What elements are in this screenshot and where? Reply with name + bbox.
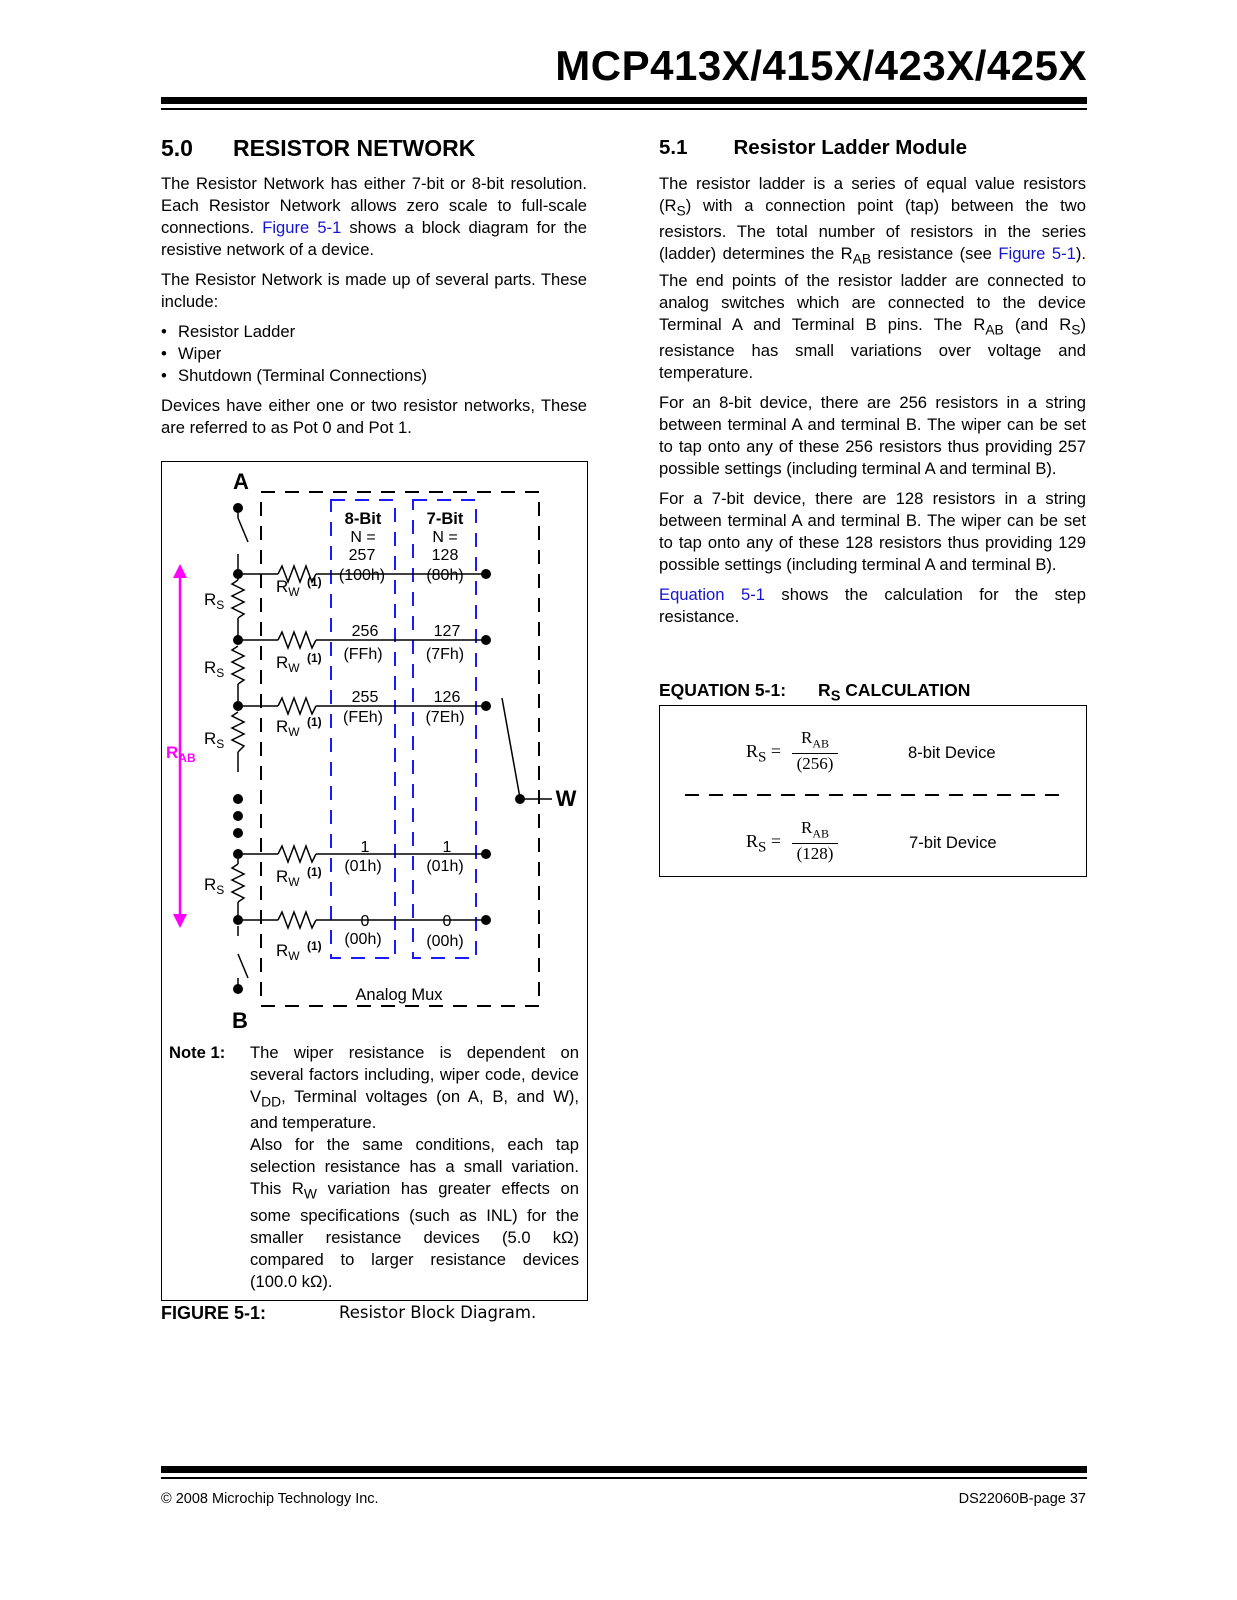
tap-n8: 255	[351, 689, 379, 706]
figure-caption	[161, 1303, 537, 1324]
note-text-part: variation has greater effects on some specifications (such as INL) for the smaller resistance devices (5.0 kΩ) compared to larger resistance devices (100.0 kΩ).	[250, 1179, 579, 1291]
list-item: • Wiper	[161, 343, 587, 365]
tap-n7: 127	[433, 623, 461, 640]
rab-label: $R_{AB}$	[166, 743, 196, 765]
footer-rule-thick	[161, 1466, 1087, 1473]
intro-text: The Resistor Network has either 7-bit or 8-bit resolution. Each Resistor Network allows zero scale to full-scale connections.	[161, 174, 587, 237]
svg-text:(1): (1)	[307, 715, 322, 729]
equation-7bit-fraction: $R_{AB}$ (128)	[792, 818, 838, 864]
tap-n7: 126	[433, 689, 461, 706]
list-item: • Resistor Ladder	[161, 321, 587, 343]
equation-divider	[660, 790, 1086, 800]
svg-text:(1): (1)	[307, 651, 322, 665]
terminal-b-node	[233, 984, 243, 994]
header-rule-thin	[161, 108, 1087, 110]
svg-text:(1): (1)	[307, 865, 322, 879]
note-text	[250, 1042, 579, 1293]
document-title: MCP413X/415X/423X/425X	[555, 42, 1087, 89]
equation-label: EQUATION 5-1:	[659, 680, 787, 700]
rs-resistor	[232, 646, 244, 684]
intro-text-cont: shows a block diagram for the resistive network of a device.	[161, 218, 587, 259]
col-7bit-header: 7-Bit	[426, 510, 464, 528]
subsection-title: Resistor Ladder Module	[733, 136, 968, 159]
tap-n8: 256	[351, 623, 379, 640]
tap-n7: 0	[442, 913, 452, 930]
tap-h7: (7Fh)	[425, 646, 465, 663]
footer-copyright: © 2008 Microchip Technology Inc.	[161, 1491, 379, 1507]
rw-label	[276, 939, 322, 963]
figure-box	[161, 461, 588, 1301]
tap-h8: (FFh)	[343, 646, 383, 663]
resistor-block-diagram	[162, 462, 587, 1042]
svg-text:RW: $R_W$	[276, 717, 300, 739]
tap-n7: 1	[442, 839, 452, 856]
note-subscript: W	[303, 1185, 317, 1202]
tap-h8: (00h)	[344, 931, 382, 948]
svg-text:RW: $R_W$	[276, 941, 300, 963]
rs-resistor	[232, 712, 244, 752]
terminal-b-label: B	[232, 1008, 248, 1033]
tap-n8: 257	[348, 547, 376, 564]
subsection-number: 5.1	[659, 136, 688, 159]
section-number: 5.0	[161, 135, 193, 161]
equation-7bit-lhs: $R_S$ =	[746, 831, 782, 856]
rs-resistor	[232, 580, 244, 618]
rs-label: $R_S$	[204, 590, 225, 612]
equation-8bit-desc: 8-bit Device	[908, 743, 996, 762]
eight-bit-paragraph: For an 8-bit device, there are 256 resistors in a string between terminal A and terminal B. The wiper can be set to tap onto any of these 256 resistors thus providing 257 possible settings (including terminal A and terminal B).	[659, 392, 1086, 478]
footer-rule-thin	[161, 1477, 1087, 1479]
rw-label	[276, 865, 322, 889]
ladder-paragraph: The resistor ladder is a series of equal value resistors $(R_S)$ with a connection point (tap) between the two resistors. The total number of resistors in the series (ladder) determines the $R_{AB}$ resistance (see Figure 5-1). The end points of the resistor ladder are connected to analog switches which are connected to the device Terminal A and Terminal B pins. The $R_{AB}$ (and $R_S$) resistance has small variations over voltage and temperature.	[659, 174, 1086, 382]
tap-h7: (00h)	[426, 933, 464, 950]
rs-label: $R_S$	[204, 875, 225, 897]
rs-resistor	[232, 864, 244, 902]
switch-b	[238, 954, 248, 978]
tap-n8: 0	[360, 913, 370, 930]
analog-mux-boundary	[261, 492, 539, 1006]
header-rule-thick	[161, 97, 1087, 104]
tap-h7: (7Eh)	[425, 709, 465, 726]
wiper-line	[502, 698, 520, 798]
equation-header	[659, 680, 970, 705]
right-column	[659, 137, 1086, 636]
terminal-w-label: W	[555, 786, 577, 811]
intro-paragraph	[161, 173, 587, 261]
footer-page-number: DS22060B-page 37	[958, 1491, 1086, 1507]
n-label: N =	[432, 529, 458, 546]
tap-h8: (FEh)	[343, 709, 383, 726]
note-text-part: The wiper resistance is dependent on several factors including, wiper code, device V	[250, 1043, 579, 1106]
rw-label	[276, 715, 322, 739]
n-label: N =	[350, 529, 376, 546]
equation-title: $R_S$ CALCULATION	[818, 680, 971, 705]
figure-title: Resistor Block Diagram.	[339, 1303, 537, 1322]
equation-box	[659, 705, 1087, 877]
section-heading	[161, 137, 587, 159]
equation-ref-paragraph: Equation 5-1 shows the calculation for the step resistance.	[659, 584, 1086, 626]
tap-n7: 128	[431, 547, 459, 564]
tap-h8: (100h)	[338, 567, 386, 584]
equation-7bit-desc: 7-bit Device	[909, 833, 997, 852]
svg-text:RW: $R_W$	[276, 577, 300, 599]
section-title: RESISTOR NETWORK	[232, 135, 476, 161]
equation-8bit-fraction: $R_{AB}$ (256)	[792, 728, 838, 774]
svg-text:RW: $R_W$	[276, 867, 300, 889]
subsection-heading	[659, 137, 1086, 159]
tap-h7: (80h)	[426, 567, 464, 584]
analog-mux-label: Analog Mux	[355, 986, 443, 1004]
rw-label	[276, 651, 322, 675]
rs-label: $R_S$	[204, 658, 225, 680]
equation-link[interactable]: Equation 5-1	[659, 584, 765, 604]
parts-list	[161, 321, 587, 387]
svg-text:(1): (1)	[307, 939, 322, 953]
list-item: • Shutdown (Terminal Connections)	[161, 365, 587, 387]
note-label: Note 1:	[169, 1043, 226, 1062]
figure-link[interactable]: Figure 5-1	[998, 244, 1076, 264]
figure-note	[169, 1042, 579, 1293]
svg-text:RW: $R_W$	[276, 653, 300, 675]
svg-text:(1): (1)	[307, 575, 322, 589]
tap-n8: 1	[360, 839, 370, 856]
tap-h8: (01h)	[344, 858, 382, 875]
rs-label: $R_S$	[204, 729, 225, 751]
switch-a	[238, 518, 248, 542]
col-8bit-header: 8-Bit	[344, 510, 382, 528]
seven-bit-paragraph: For a 7-bit device, there are 128 resistors in a string between terminal A and terminal B. The wiper can be set to tap onto any of these 128 resistors thus providing 129 possible settings (including terminal A and terminal B).	[659, 488, 1086, 574]
figure-link[interactable]: Figure 5-1	[262, 218, 342, 237]
terminal-a-label: A	[233, 469, 249, 494]
tap-h7: (01h)	[426, 858, 464, 875]
parts-paragraph: The Resistor Network is made up of several parts. These include:	[161, 270, 587, 311]
equation-8bit-lhs: $R_S$ =	[746, 741, 782, 766]
figure-number: FIGURE 5-1:	[161, 1303, 267, 1323]
note-text-part: , Terminal voltages (on A, B, and W), and temperature.	[250, 1087, 579, 1133]
left-column	[161, 137, 587, 447]
pots-paragraph: Devices have either one or two resistor networks, These are referred to as Pot 0 and Pot 1.	[161, 396, 587, 437]
note-subscript: DD	[261, 1093, 282, 1110]
note-text-part: Also for the same conditions, each tap selection resistance has a small variation. This R	[250, 1135, 579, 1199]
